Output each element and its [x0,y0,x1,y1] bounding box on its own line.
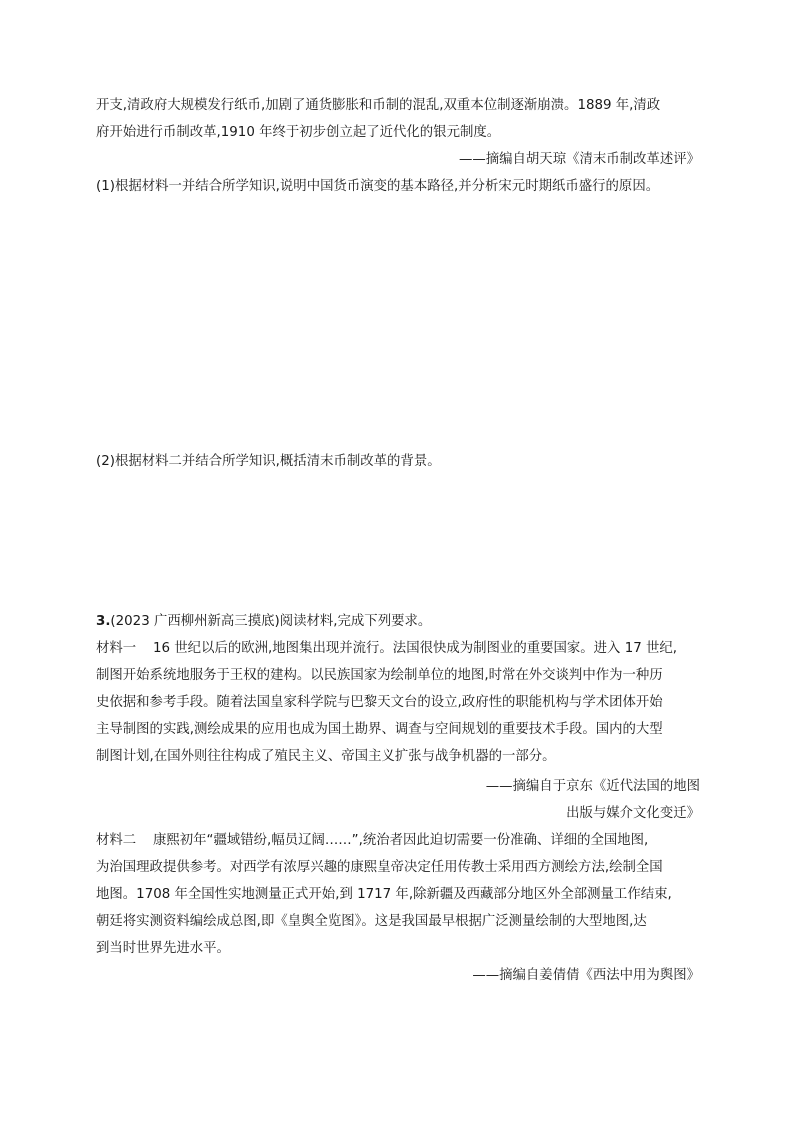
material-text-line: 开支,清政府大规模发行纸币,加剧了通货膨胀和币制的混乱,双重本位制逐渐崩溃。1889 年,清政 [96,98,661,113]
material1-source: ——摘编自于京东《近代法国的地图 [485,779,700,794]
material2-label: 材料二 [96,833,137,848]
question-3-header [96,613,700,630]
material1-line: 制图开始系统地服务于王权的建构。以民族国家为绘制单位的地图,时常在外交谈判中作为一种历 [96,668,663,683]
material2-line: 地图。1708 年全国性实地测量正式开始,到 1717 年,除新疆及西藏部分地区外全部测量工作结束, [96,887,672,902]
material2-line [96,832,700,849]
material2-line: 到当时世界先进水平。 [96,941,230,956]
question-source-header: (2023 广西柳州新高三摸底)阅读材料,完成下列要求。 [110,614,432,629]
material1-source: 出版与媒介文化变迁》 [566,806,700,821]
question-2: (2)根据材料二并结合所学知识,概括清末币制改革的背景。 [96,454,441,469]
material1-text: 16 世纪以后的欧洲,地图集出现并流行。法国很快成为制图业的重要国家。进入 17 世纪, [153,641,678,656]
material2-text: 康熙初年“疆域错纷,幅员辽阔……”,统治者因此迫切需要一份准确、详细的全国地图, [153,833,649,848]
material-text-line: 府开始进行币制改革,1910 年终于初步创立起了近代化的银元制度。 [96,125,501,140]
material-source: ——摘编自胡天琼《清末币制改革述评》 [458,152,700,167]
material2-line: 为治国理政提供参考。对西学有浓厚兴趣的康熙皇帝决定任用传教士采用西方测绘方法,绘制全国 [96,860,663,875]
material1-line [96,640,700,657]
material2-line: 朝廷将实测资料编绘成总图,即《皇舆全览图》。这是我国最早根据广泛测量绘制的大型地图,达 [96,914,647,929]
question-number: 3. [96,614,111,629]
material1-label: 材料一 [96,641,137,656]
material2-source: ——摘编自姜倩倩《西法中用为舆图》 [472,968,700,983]
question-1: (1)根据材料一并结合所学知识,说明中国货币演变的基本路径,并分析宋元时期纸币盛行的原因。 [96,179,660,194]
material1-line: 史依据和参考手段。随着法国皇家科学院与巴黎天文台的设立,政府性的职能机构与学术团体开始 [96,695,663,710]
material1-line: 主导制图的实践,测绘成果的应用也成为国土勘界、调查与空间规划的重要技术手段。国内的大型 [96,722,663,737]
material1-line: 制图计划,在国外则往往构成了殖民主义、帝国主义扩张与战争机器的一部分。 [96,749,556,764]
